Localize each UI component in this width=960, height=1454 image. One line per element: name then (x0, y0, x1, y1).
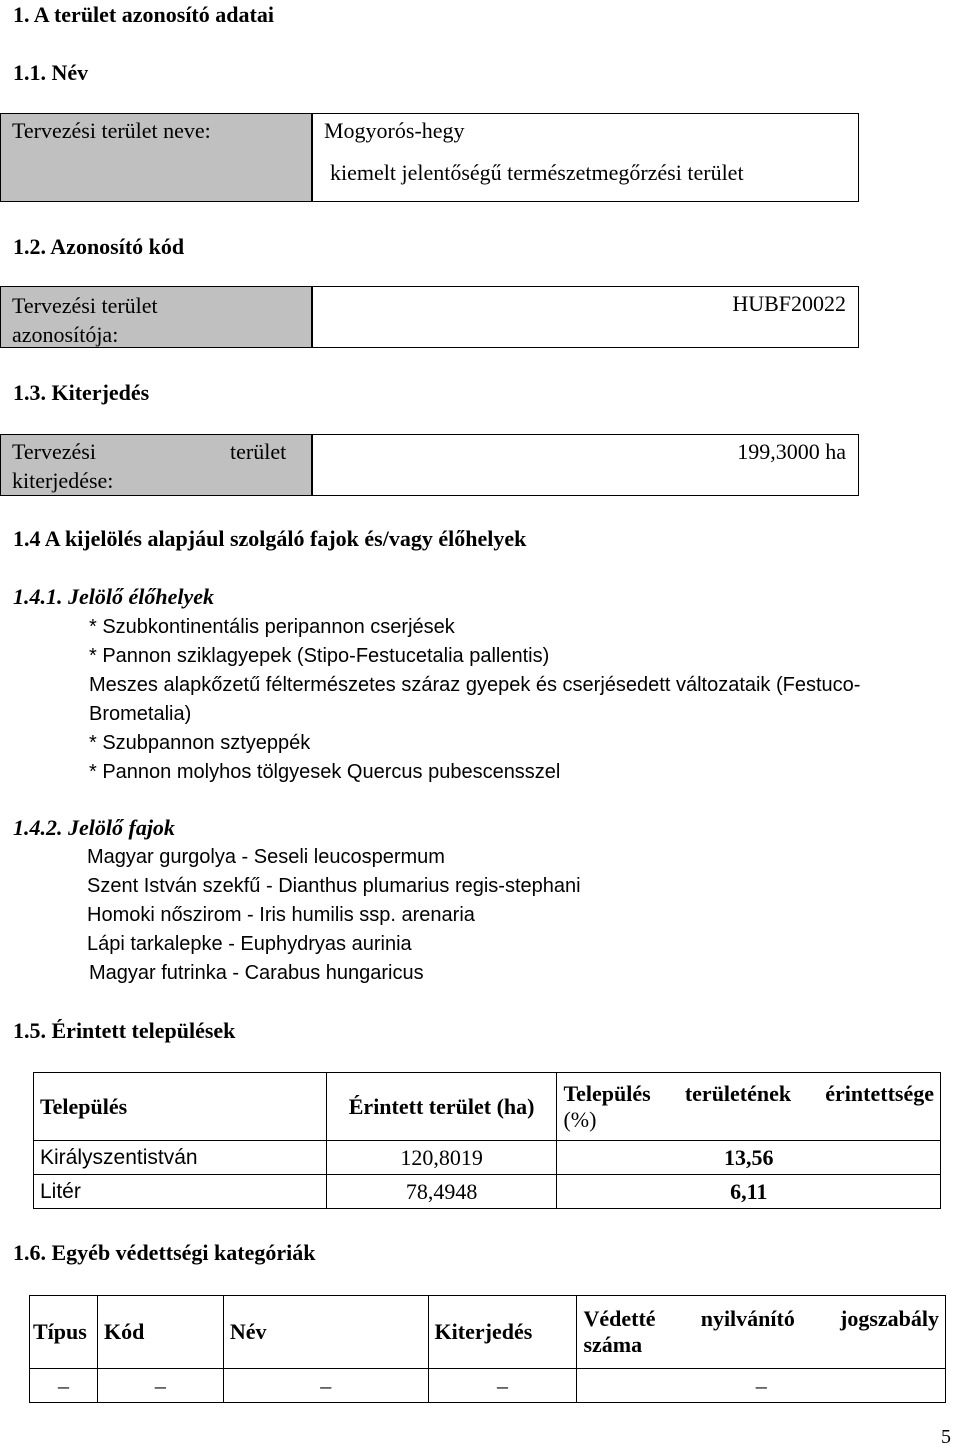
section-1-5-title: 1.5. Érintett települések (13, 1018, 236, 1043)
habitat-list (89, 613, 860, 787)
header-affected-area: Érintett terület (ha) (326, 1073, 557, 1141)
settlement-name: Királyszentistván (34, 1141, 327, 1175)
cell-type: – (30, 1369, 98, 1403)
list-item: * Szubpannon sztyeppék (89, 732, 311, 754)
list-item: Homoki nőszirom - Iris humilis ssp. arenaria (87, 904, 475, 926)
cell-name: – (223, 1369, 428, 1403)
list-item: * Szubkontinentális peripannon cserjések (89, 616, 455, 638)
settlement-name: Litér (34, 1175, 327, 1209)
section-1-title: 1. A terület azonosító adatai (13, 2, 274, 27)
area-category: kiemelt jelentőségű természetmegőrzési terület (330, 160, 744, 185)
protection-table (29, 1295, 946, 1403)
settlement-pct: 6,11 (557, 1175, 941, 1209)
settlements-table (33, 1072, 941, 1209)
table-row (30, 1369, 946, 1403)
list-item: * Pannon molyhos tölgyesek Quercus pubescensszel (89, 761, 561, 783)
area-name: Mogyorós-hegy (324, 118, 465, 143)
list-item: * Pannon sziklagyepek (Stipo-Festucetalia pallentis) (89, 645, 550, 667)
code-label-cell (0, 286, 313, 348)
settlement-area: 120,8019 (326, 1141, 557, 1175)
header-affected-share: Település területének érintettsége (%) (557, 1073, 941, 1141)
list-item: Szent István szekfű - Dianthus plumarius regis-stephani (87, 875, 581, 897)
area-extent: 199,3000 ha (737, 439, 846, 464)
code-label-line1: Tervezési terület (12, 293, 158, 318)
section-1-3-title: 1.3. Kiterjedés (13, 380, 150, 405)
cell-legislation: – (577, 1369, 946, 1403)
cell-extent: – (428, 1369, 577, 1403)
code-value-cell (311, 286, 859, 348)
name-label-cell (0, 113, 313, 202)
extent-label-line2: kiterjedése: (12, 468, 114, 493)
table-row (34, 1175, 941, 1209)
extent-label-a: Tervezési (12, 439, 96, 464)
page-number: 5 (941, 1426, 951, 1448)
species-list (87, 843, 581, 988)
table-row (34, 1141, 941, 1175)
section-1-1-title: 1.1. Név (13, 60, 89, 85)
list-item: Magyar futrinka - Carabus hungaricus (89, 962, 424, 984)
code-label-line2: azonosítója: (12, 322, 119, 347)
section-1-4-2-title: 1.4.2. Jelölő fajok (13, 815, 175, 840)
header-name: Név (223, 1296, 428, 1369)
section-1-4-title: 1.4 A kijelölés alapjául szolgáló fajok és/vagy élőhelyek (13, 526, 527, 551)
table-header-row (30, 1296, 946, 1369)
list-item: Lápi tarkalepke - Euphydryas aurinia (87, 933, 412, 955)
area-code: HUBF20022 (732, 291, 846, 316)
name-value-cell (311, 113, 859, 202)
header-legislation: Védetté nyilvánító jogszabály száma (577, 1296, 946, 1369)
list-item: Meszes alapkőzetű féltermészetes száraz gyepek és cserjésedett változataik (Festuco- (89, 674, 861, 696)
header-extent: Kiterjedés (428, 1296, 577, 1369)
name-label: Tervezési terület neve: (12, 118, 211, 143)
cell-code: – (97, 1369, 223, 1403)
extent-label-cell (0, 434, 313, 496)
extent-label-b: terület (230, 439, 287, 464)
header-settlement: Település (34, 1073, 327, 1141)
header-code: Kód (97, 1296, 223, 1369)
header-type: Típus (30, 1296, 98, 1369)
list-item: Magyar gurgolya - Seseli leucospermum (87, 846, 445, 868)
list-item: Brometalia) (89, 703, 192, 725)
section-1-2-title: 1.2. Azonosító kód (13, 234, 185, 259)
section-1-4-1-title: 1.4.1. Jelölő élőhelyek (13, 584, 215, 609)
extent-value-cell (311, 434, 859, 496)
settlement-area: 78,4948 (326, 1175, 557, 1209)
section-1-6-title: 1.6. Egyéb védettségi kategóriák (13, 1240, 316, 1265)
settlement-pct: 13,56 (557, 1141, 941, 1175)
table-header-row (34, 1073, 941, 1141)
